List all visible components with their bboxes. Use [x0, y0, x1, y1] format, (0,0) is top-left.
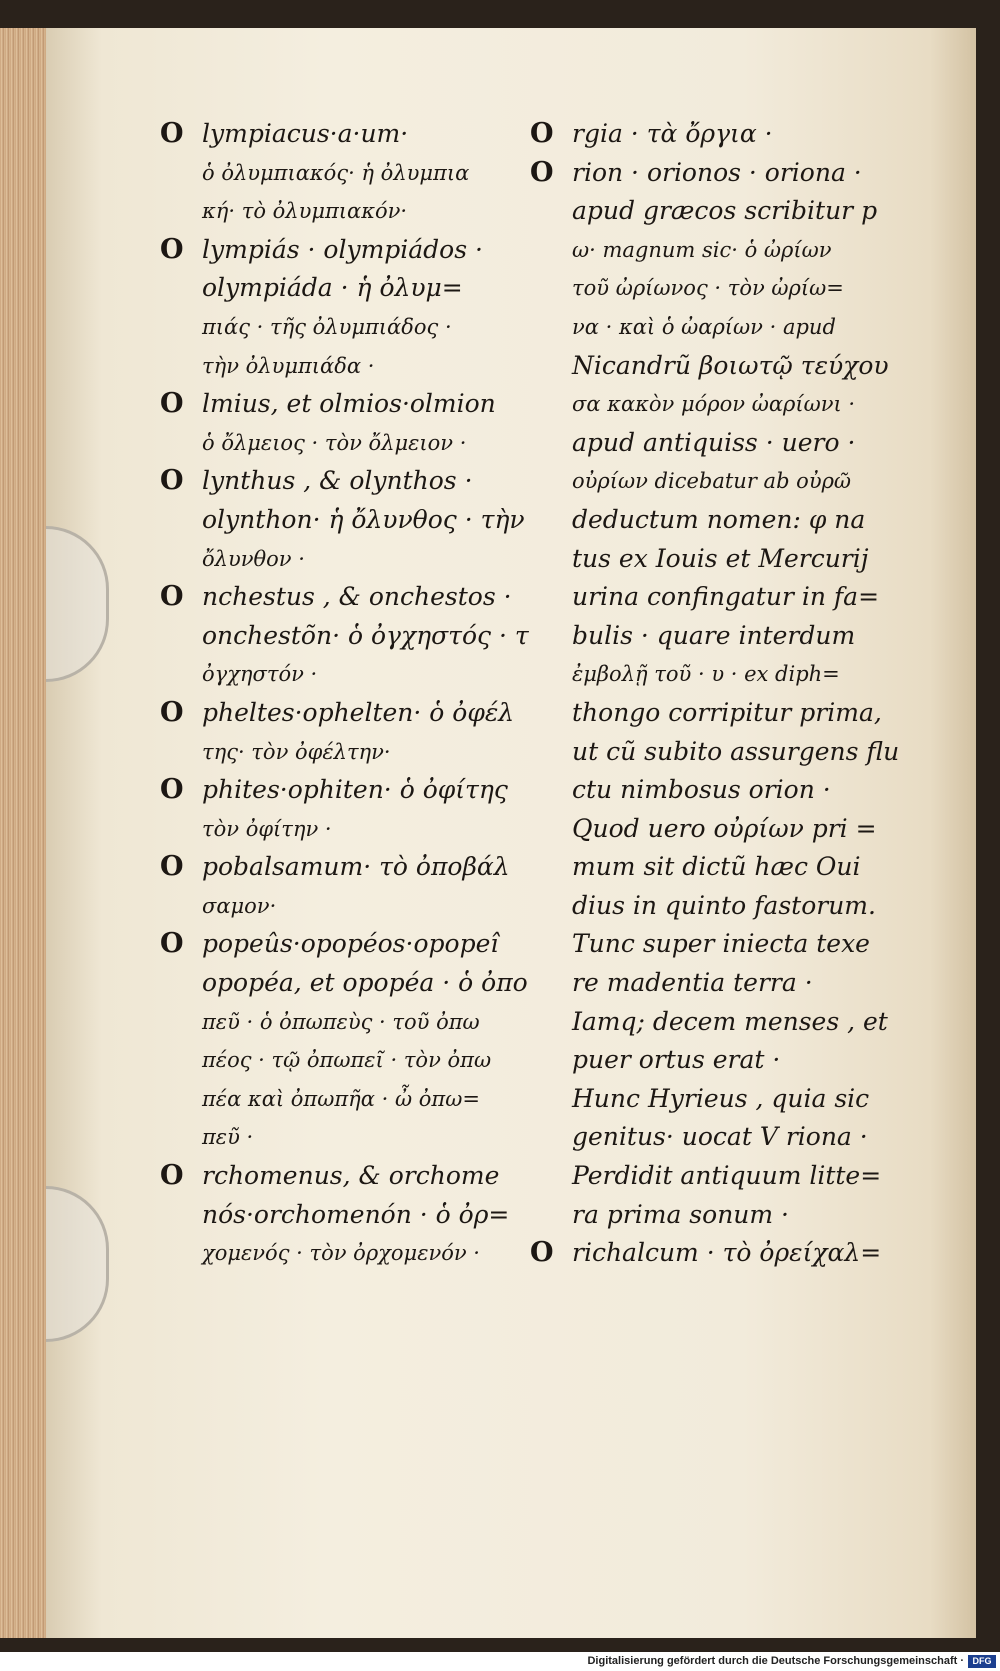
entry-initial: O	[160, 118, 184, 149]
line-text: οὐρίων dicebatur ab οὐρῶ	[572, 469, 852, 494]
text-line	[530, 347, 930, 386]
entry-initial: O	[160, 581, 184, 613]
text-line	[530, 540, 930, 579]
line-text: ὀγχηστόν ·	[202, 662, 318, 687]
line-text: Iamq; decem menses , et	[572, 1006, 888, 1036]
text-line	[160, 1157, 540, 1196]
line-text: richalcum · τὸ ὀρείχαλ=	[572, 1238, 882, 1268]
text-line	[160, 887, 540, 926]
digitization-footer	[0, 1652, 1000, 1671]
line-text: lynthus , & olynthos ·	[202, 466, 473, 496]
line-text: ω· magnum sic· ὁ ὠρίων	[572, 237, 832, 262]
text-line	[160, 424, 540, 463]
line-text: rion · orionos · oriona ·	[572, 157, 862, 187]
entry-initial: O	[160, 928, 184, 960]
line-text: να · καὶ ὁ ὠαρίων · apud	[572, 314, 836, 339]
line-text: Quod uero οὐρίων pri =	[572, 813, 877, 843]
line-text: πιάς · τῆς ὀλυμπιάδος ·	[202, 314, 452, 339]
line-text: πέα καὶ ὀπωπῆα · ὦ ὀπω=	[202, 1086, 480, 1111]
text-line	[530, 617, 930, 656]
text-line	[160, 617, 540, 656]
line-text: phites·ophiten· ὁ ὀφίτης	[202, 775, 508, 805]
entry-initial: O	[160, 774, 184, 806]
text-line	[530, 887, 930, 926]
text-line	[160, 964, 540, 1003]
text-line	[160, 1118, 540, 1157]
line-text: apud antiquiss · uero ·	[572, 427, 856, 457]
line-text: Perdidit antiquum litte=	[572, 1161, 882, 1191]
text-line	[160, 694, 540, 733]
line-text: ut cũ subito assurgens flu	[572, 736, 900, 766]
text-line	[530, 578, 930, 617]
text-line	[160, 462, 540, 501]
text-line	[530, 1234, 930, 1273]
text-line	[160, 1003, 540, 1042]
line-text: σαμον·	[202, 893, 277, 918]
line-text: pobalsamum· τὸ ὀποβάλ	[202, 852, 510, 882]
line-text: opopéa, et opopéa · ὁ ὀπο	[202, 968, 528, 998]
page-clip-top	[46, 526, 109, 682]
text-line	[530, 1157, 930, 1196]
text-line	[160, 925, 540, 964]
line-text: nchestus , & onchestos ·	[202, 582, 512, 612]
text-line	[160, 192, 540, 231]
entry-initial: O	[530, 1237, 554, 1269]
text-line	[530, 1196, 930, 1235]
line-text: πεῦ ·	[202, 1125, 254, 1150]
line-text: Tunc super iniecta texe	[572, 929, 870, 959]
line-text: ἐμβολῇ τοῦ · υ · ex diph=	[572, 662, 840, 687]
text-line	[160, 154, 540, 193]
line-text: lmius, et olmios·olmion	[202, 389, 496, 419]
line-text: Hunc Hyrieus , quia sic	[572, 1083, 870, 1113]
page-clip-bottom	[46, 1186, 109, 1342]
text-line	[530, 1118, 930, 1157]
line-text: bulis · quare interdum	[572, 620, 856, 650]
text-line	[530, 501, 930, 540]
line-text: της· τὸν ὀφέλτην·	[202, 739, 391, 764]
text-line	[530, 192, 930, 231]
text-line	[530, 1080, 930, 1119]
line-text: τὸν ὀφίτην ·	[202, 816, 332, 841]
text-line	[530, 462, 930, 501]
line-text: popeûs·opopéos·opopeî	[202, 929, 499, 959]
text-line	[530, 115, 930, 154]
line-text: κή· τὸ ὀλυμπιακόν·	[202, 199, 408, 224]
text-line	[160, 1080, 540, 1119]
line-text: πέος · τῷ ὀπωπεῖ · τὸν ὀπω	[202, 1048, 492, 1073]
text-line	[160, 231, 540, 270]
text-line	[160, 115, 540, 154]
line-text: lympiacus·a·um·	[202, 119, 409, 148]
text-line	[530, 385, 930, 424]
entry-initial: O	[160, 696, 184, 728]
line-text: ὁ ὄλμειος · τὸν ὄλμειον ·	[202, 430, 467, 455]
text-line	[530, 925, 930, 964]
line-text: nós·orchomenón · ὁ ὀρ=	[202, 1199, 510, 1229]
entry-initial: O	[160, 851, 184, 883]
entry-initial: O	[160, 388, 184, 420]
entry-initial: O	[160, 233, 184, 265]
line-text: σα κακὸν μόρον ὠαρίωνι ·	[572, 392, 856, 417]
text-line	[530, 964, 930, 1003]
line-text: onchestõn· ὁ ὀγχηστός · τ	[202, 620, 529, 650]
line-text: apud græcos scribitur p	[572, 196, 878, 226]
text-line	[530, 308, 930, 347]
text-line	[530, 733, 930, 772]
book-page-edges	[0, 28, 50, 1638]
line-text: tus ex Iouis et Mercurij	[572, 543, 869, 573]
line-text: thongo corripitur prima,	[572, 697, 882, 727]
text-line	[160, 1234, 540, 1273]
line-text: τοῦ ὠρίωνος · τὸν ὠρίω=	[572, 276, 844, 301]
entry-initial: O	[530, 118, 554, 149]
text-line	[530, 694, 930, 733]
line-text: τὴν ὀλυμπιάδα ·	[202, 353, 375, 378]
line-text: ctu nimbosus orion ·	[572, 775, 831, 805]
line-text: genitus· uocat V riona ·	[572, 1122, 868, 1152]
text-line	[530, 655, 930, 694]
text-line	[160, 269, 540, 308]
line-text: urina confingatur in fa=	[572, 582, 880, 612]
dfg-logo: DFG	[968, 1655, 996, 1668]
text-line	[160, 385, 540, 424]
text-line	[530, 1041, 930, 1080]
text-line	[160, 347, 540, 386]
line-text: re madentia terra ·	[572, 968, 813, 998]
text-line	[530, 810, 930, 849]
text-line	[160, 1041, 540, 1080]
line-text: χομενός · τὸν ὀρχομενόν ·	[202, 1241, 480, 1266]
line-text: mum sit dictũ hæc Oui	[572, 852, 861, 882]
entry-initial: O	[160, 1160, 184, 1192]
line-text: rgia · τὰ ὄργια ·	[572, 119, 773, 148]
funding-credit: Digitalisierung gefördert durch die Deutsche Forschungsgemeinschaft ·	[587, 1655, 964, 1667]
text-line	[160, 540, 540, 579]
line-text: Nicandrũ βοιωτῷ τεύχου	[572, 350, 889, 380]
line-text: ra prima sonum ·	[572, 1199, 789, 1229]
text-line	[160, 810, 540, 849]
line-text: rchomenus, & orchome	[202, 1161, 500, 1191]
text-line	[530, 231, 930, 270]
text-line	[530, 154, 930, 193]
line-text: puer ortus erat ·	[572, 1045, 781, 1075]
line-text: olympiáda · ἡ ὀλυμ=	[202, 273, 463, 303]
text-line	[530, 771, 930, 810]
text-line	[160, 501, 540, 540]
right-text-column	[530, 115, 930, 1273]
text-line	[160, 771, 540, 810]
entry-initial: O	[160, 465, 184, 497]
text-line	[160, 308, 540, 347]
line-text: olynthon· ἡ ὄλυνθος · τὴν	[202, 504, 525, 534]
line-text: pheltes·ophelten· ὁ ὀφέλ	[202, 697, 515, 727]
text-line	[530, 424, 930, 463]
text-line	[530, 848, 930, 887]
text-line	[530, 269, 930, 308]
line-text: dius in quinto fastorum.	[572, 890, 876, 920]
left-text-column	[160, 115, 540, 1273]
text-line	[160, 578, 540, 617]
line-text: lympiás · olympiádos ·	[202, 234, 483, 264]
line-text: ὁ ὀλυμπιακός· ἡ ὀλυμπια	[202, 160, 470, 185]
text-line	[530, 1003, 930, 1042]
text-line	[160, 733, 540, 772]
entry-initial: O	[530, 156, 554, 188]
line-text: deductum nomen: φ na	[572, 504, 866, 534]
line-text: πεῦ · ὁ ὀπωπεὺς · τοῦ ὀπω	[202, 1009, 480, 1034]
text-line	[160, 1196, 540, 1235]
text-line	[160, 655, 540, 694]
line-text: ὄλυνθον ·	[202, 546, 305, 571]
text-line	[160, 848, 540, 887]
